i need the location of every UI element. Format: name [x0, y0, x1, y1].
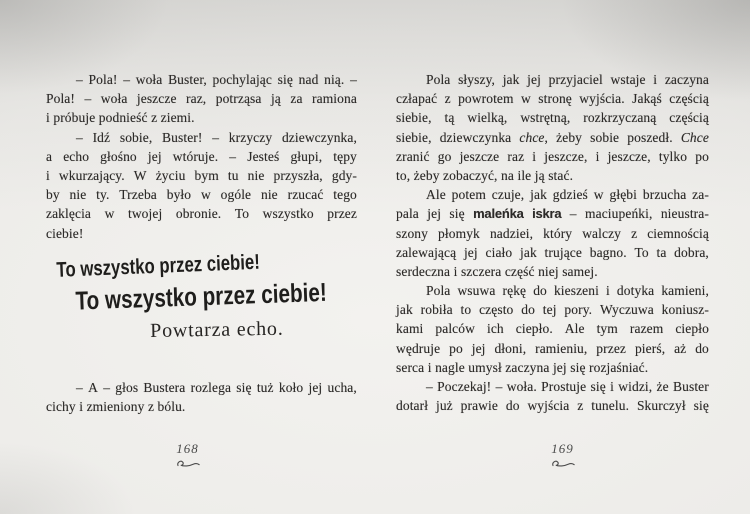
text-line: – Pola! – woła Buster, pochylając się nad nią. –	[76, 72, 357, 87]
text-line: zalewającą jej ciało jak trujące bagno. To ta dobra,	[396, 244, 709, 260]
text-line: cichy i zmieniony z bólu.	[46, 398, 186, 414]
text-line: – Idź sobie, Buster! – krzyczy dziewczynka,	[76, 129, 357, 145]
text-line: zranić go jeszcze raz i jeszcze, i jeszcze, tylko po	[396, 148, 709, 164]
paragraph	[46, 70, 357, 128]
text-line: człapać z powrotem w stronę wyjścia. Jakąś częścią	[396, 91, 709, 107]
text-line: szony płomyk nadziei, który walczy z ciemnością	[396, 225, 709, 241]
text-line: jak robiła to często do tej pory. Wyczuwa koniusz-	[396, 302, 709, 318]
page-left-text-column	[46, 70, 357, 416]
paragraph	[46, 128, 357, 243]
text-line: siebie, tą wielką, wstrętną, rozkrzyczaną częścią	[396, 110, 709, 126]
paragraph	[396, 70, 709, 185]
text-line: by nie ty. Trzeba było w ogóle nie rzucać tego	[46, 187, 357, 203]
page-right-text-column	[396, 70, 709, 415]
swash-flourish-icon	[550, 459, 576, 469]
text-line: serca i nagle umysł zaczyna jej się rozjaśniać.	[396, 359, 649, 375]
text-line: ciebie!	[46, 225, 84, 241]
text-line: – A – głos Bustera rozlega się tuż koło jej ucha,	[76, 379, 357, 395]
text-line: – Poczekaj! – woła. Prostuje się i widzi, że Buster	[426, 379, 709, 394]
echo-display-line: Powtarza echo.	[150, 317, 284, 342]
text-line: pala jej się maleńka iskra – maciupeńki, nieustra-	[396, 206, 709, 222]
text-line: Ale potem czuje, jak gdzieś w głębi brzucha za-	[426, 187, 709, 203]
page-number-left: 168	[176, 441, 199, 456]
text-line: Pola wsuwa rękę do kieszeni i dotyka kamieni,	[426, 283, 709, 299]
paragraph	[396, 377, 709, 415]
text-line: dotarł już prawie do wyjścia z tunelu. Skurczył się	[396, 398, 709, 414]
text-line: kami palców ich ciepło. Ale tym razem ciepło	[396, 321, 709, 337]
echo-display-line: To wszystko przez ciebie!	[75, 276, 328, 316]
paragraph	[396, 281, 709, 377]
echo-display-line: To wszystko przez ciebie!	[56, 249, 261, 282]
text-line: Pola słyszy, jak jej przyjaciel wstaje i zaczyna	[426, 72, 709, 87]
text-line: i wkurzający. W życiu bym tu nie przyszła, gdy-	[46, 167, 357, 183]
text-line: serdeczna i szczera część niej samej.	[396, 263, 598, 279]
text-line: i próbuje podnieść z ziemi.	[46, 110, 195, 126]
page-right	[375, 0, 750, 514]
page-number-right: 169	[551, 441, 574, 456]
text-line: Pola! – woła jeszcze raz, potrząsa ją za ramiona	[46, 91, 357, 107]
text-line: a echo głośno jej wtóruje. – Jesteś głupi, tępy	[46, 148, 357, 164]
swash-flourish-icon	[175, 459, 201, 469]
text-line: siebie, dziewczynka chce, żeby sobie poszedł. Chce	[396, 129, 709, 145]
page-right-footer	[375, 441, 750, 469]
text-line: zaklęcia w twojej obronie. To wszystko przez	[46, 206, 357, 222]
page-left-footer	[0, 441, 375, 469]
text-line: wędruje po jej dłoni, ramieniu, przez pierś, aż do	[396, 340, 709, 356]
paragraph	[46, 378, 357, 416]
text-line: to, żeby zobaczyć, na ile ją stać.	[396, 167, 574, 183]
paragraph	[396, 185, 709, 281]
